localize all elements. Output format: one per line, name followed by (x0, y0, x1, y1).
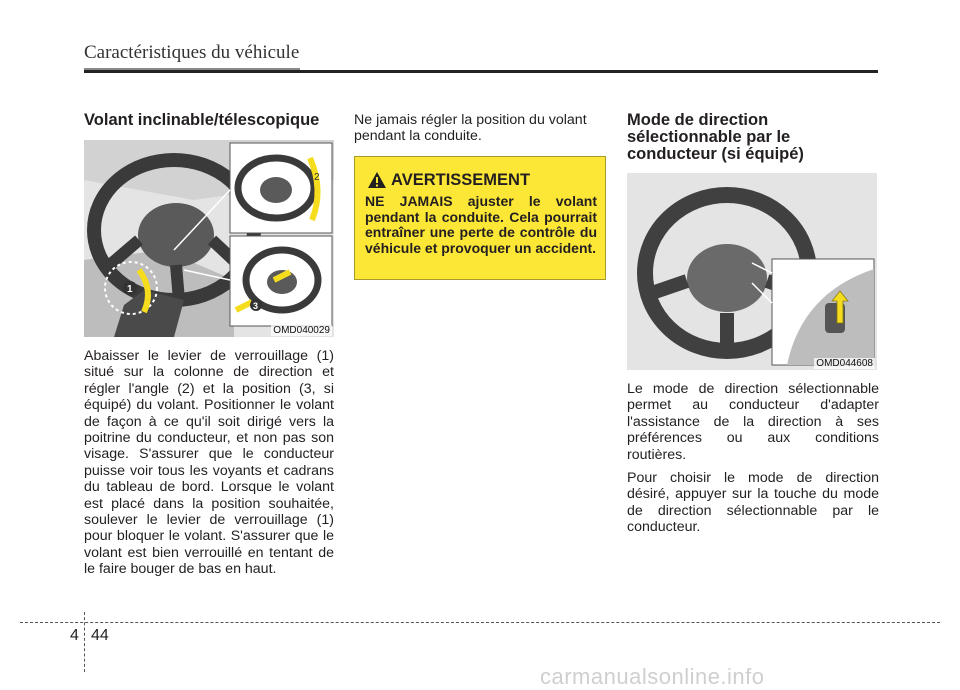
footer-divider (84, 612, 85, 672)
header-rule (84, 70, 878, 73)
warning-title: AVERTISSEMENT (391, 171, 531, 189)
page-number: 44 (91, 627, 109, 644)
warning-box (354, 156, 606, 280)
steering-adjust-illustration (84, 140, 334, 337)
warning-triangle-icon (367, 171, 387, 189)
mode-para-2: Pour choisir le mode de direction désiré, appuyer sur la touche du mode de direction sélectionnable par le conducteur. (627, 470, 879, 536)
mode-heading: Mode de direction sélectionnable par le conducteur (si équipé) (627, 111, 804, 163)
steering-adjust-figure (84, 140, 334, 337)
column-warning (354, 112, 606, 145)
footer-rule (20, 622, 940, 623)
tilt-heading: Volant inclinable/télescopique (84, 111, 320, 129)
intro-text: Ne jamais régler la position du volant pendant la conduite. (354, 112, 587, 145)
figure-code: OMD044608 (816, 358, 873, 369)
steering-mode-figure (627, 173, 877, 370)
mode-para-1: Le mode de direction sélectionnable permet au conducteur d'adapter l'assistance de la direction à ses préférences ou aux conditions routières. (627, 381, 879, 463)
label-2: 2 (314, 172, 320, 183)
chapter-number: 4 (70, 627, 79, 644)
steering-mode-illustration (627, 173, 877, 370)
column-tilt-telescopic (84, 112, 334, 578)
section-title: Caractéristiques du véhicule (84, 42, 300, 63)
tilt-body: Abaisser le levier de verrouillage (1) situé sur la colonne de direction et régler l'angle (2) et la position (3, si équipé) du volant. Positionner le volant de façon à ce qu'il soit dirigé vers la poitrine du conducteur, et non pas son visage. S'assurer que le conducteur puisse voir tous les voyants et cadrans du tableau de bord. Lorsque le volant est placé dans la position souhaitée, soulever le levier de verrouillage (1) pour bloquer le volant. S'assurer que le volant est bien verrouillé en tentant de le faire bouger de bas en haut. (84, 348, 334, 578)
column-steering-mode (627, 112, 879, 536)
label-3: 3 (253, 301, 259, 311)
figure-code: OMD040029 (273, 325, 330, 336)
watermark: carmanualsonline.info (540, 664, 765, 689)
warning-text: NE JAMAIS ajuster le volant pendant la conduite. Cela pourrait entraîner une perte de contrôle du véhicule et provoquer un accident. (365, 193, 597, 256)
label-1: 1 (127, 284, 133, 295)
